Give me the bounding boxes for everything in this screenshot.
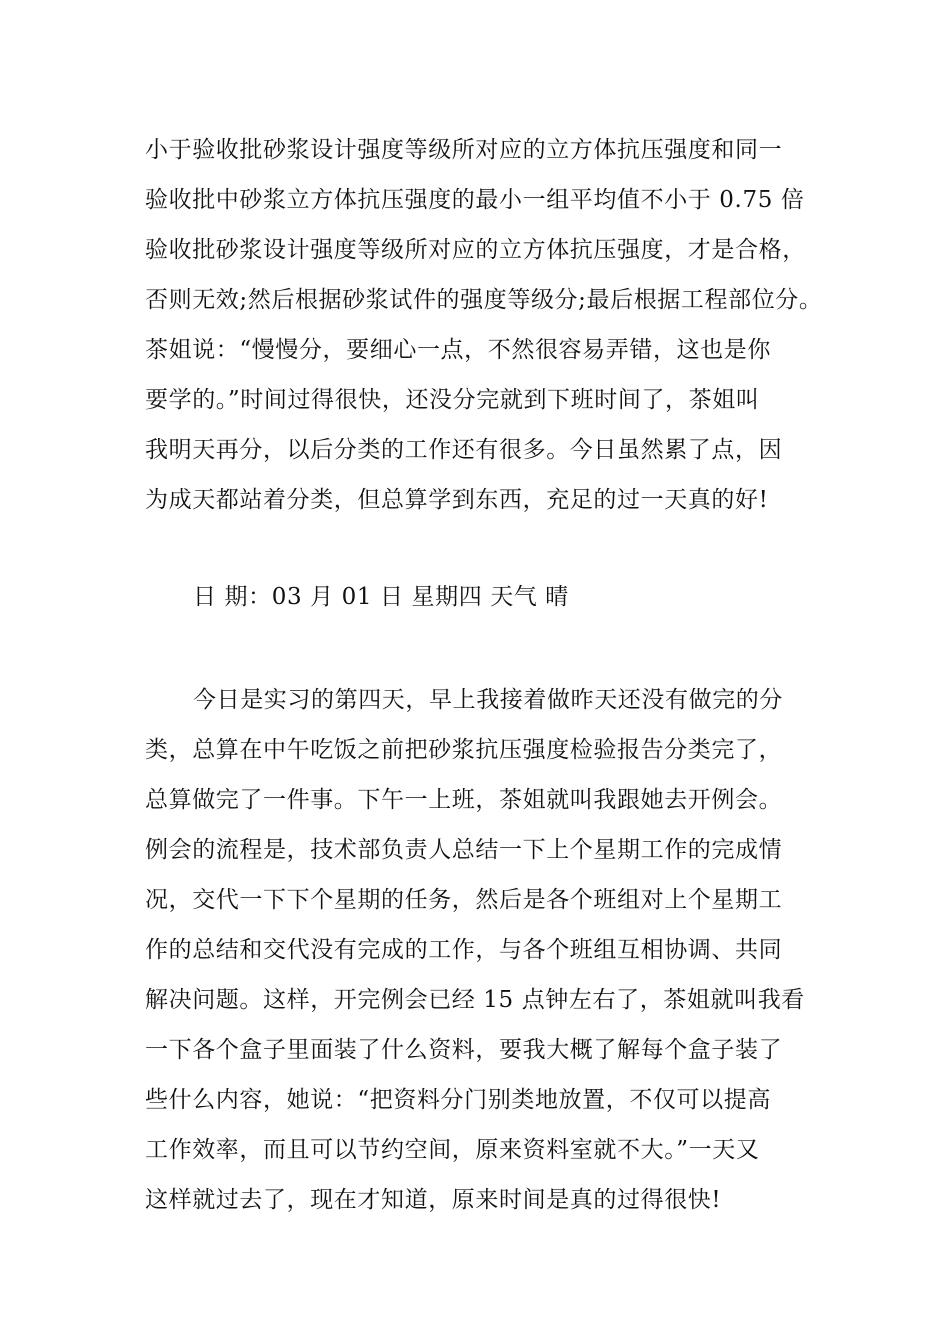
paragraph-2-line-6: 作的总结和交代没有完成的工作，与各个班组互相协调、共同 xyxy=(145,937,783,963)
paragraph-1-line-3: 验收批砂浆设计强度等级所对应的立方体抗压强度，才是合格， xyxy=(145,237,806,263)
paragraph-1-line-2: 验收批中砂浆立方体抗压强度的最小一组平均值不小于 0.75 倍 xyxy=(145,187,805,213)
paragraph-1-line-4: 否则无效;然后根据砂浆试件的强度等级分;最后根据工程部位分。 xyxy=(145,287,823,313)
date-weather-line: 日 期：03 月 01 日 星期四 天气 晴 xyxy=(193,584,569,610)
paragraph-2-line-8: 一下各个盒子里面装了什么资料，要我大概了解每个盒子装了 xyxy=(145,1037,783,1063)
paragraph-2-line-4: 例会的流程是，技术部负责人总结一下上个星期工作的完成情 xyxy=(145,837,783,863)
paragraph-2-line-7: 解决问题。这样，开完例会已经 15 点钟左右了，茶姐就叫我看 xyxy=(145,987,805,1013)
paragraph-2-line-3: 总算做完了一件事。下午一上班，茶姐就叫我跟她去开例会。 xyxy=(145,787,783,813)
paragraph-2-line-5: 况，交代一下下个星期的任务，然后是各个班组对上个星期工 xyxy=(145,887,783,913)
paragraph-2-line-11: 这样就过去了，现在才知道，原来时间是真的过得很快! xyxy=(145,1187,722,1213)
paragraph-2-line-10: 工作效率，而且可以节约空间，原来资料室就不大。”一天又 xyxy=(145,1137,760,1163)
paragraph-1-line-7: 我明天再分，以后分类的工作还有很多。今日虽然累了点，因 xyxy=(145,437,783,463)
paragraph-2-line-2: 类，总算在中午吃饭之前把砂浆抗压强度检验报告分类完了， xyxy=(145,737,783,763)
paragraph-1-line-8: 为成天都站着分类，但总算学到东西，充足的过一天真的好! xyxy=(145,487,769,513)
paragraph-2-line-1: 今日是实习的第四天，早上我接着做昨天还没有做完的分 xyxy=(193,687,783,713)
paragraph-1-line-6: 要学的。”时间过得很快，还没分完就到下班时间了，茶姐叫 xyxy=(145,387,760,413)
paragraph-1-line-1: 小于验收批砂浆设计强度等级所对应的立方体抗压强度和同一 xyxy=(145,137,783,163)
paragraph-2-line-9: 些什么内容，她说：“把资料分门别类地放置，不仅可以提高 xyxy=(145,1087,771,1113)
paragraph-1-line-5: 茶姐说：“慢慢分，要细心一点，不然很容易弄错，这也是你 xyxy=(145,337,771,363)
